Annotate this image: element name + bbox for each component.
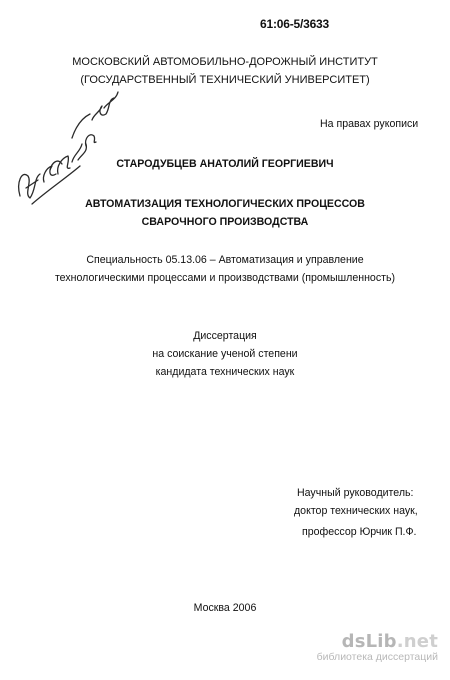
institution-name-line1: МОСКОВСКИЙ АВТОМОБИЛЬНО-ДОРОЖНЫЙ ИНСТИТУТ bbox=[72, 56, 378, 68]
handwritten-signature bbox=[8, 78, 138, 213]
thesis-title-line1: АВТОМАТИЗАЦИЯ ТЕХНОЛОГИЧЕСКИХ ПРОЦЕССОВ bbox=[85, 198, 365, 210]
watermark-logo-main: dsLib bbox=[341, 631, 397, 652]
watermark-caption: библиотека диссертаций bbox=[316, 651, 438, 663]
city-year: Москва 2006 bbox=[193, 602, 257, 614]
specialty-line2: технологическими процессами и производствами (промышленность) bbox=[54, 272, 396, 284]
watermark-logo-tld: .net bbox=[396, 631, 438, 652]
dissertation-label: Диссертация bbox=[193, 330, 257, 342]
author-name: СТАРОДУБЦЕВ АНАТОЛИЙ ГЕОРГИЕВИЧ bbox=[116, 158, 334, 170]
supervisor-name: профессор Юрчик П.Ф. bbox=[302, 526, 417, 538]
supervisor-label: Научный руководитель: bbox=[297, 487, 414, 499]
thesis-title-line2: СВАРОЧНОГО ПРОИЗВОДСТВА bbox=[141, 216, 309, 228]
rights-note: На правах рукописи bbox=[320, 118, 419, 130]
supervisor-degree: доктор технических наук, bbox=[294, 505, 418, 517]
degree-line2: кандидата технических наук bbox=[155, 366, 295, 378]
institution-name-line2: (ГОСУДАРСТВЕННЫЙ ТЕХНИЧЕСКИЙ УНИВЕРСИТЕТ) bbox=[80, 74, 370, 86]
watermark bbox=[317, 631, 438, 663]
specialty-line1: Специальность 05.13.06 – Автоматизация и управление bbox=[86, 254, 364, 266]
catalog-code: 61:06-5/3633 bbox=[260, 17, 329, 31]
watermark-logo bbox=[317, 631, 438, 652]
degree-line1: на соискание ученой степени bbox=[152, 348, 298, 360]
